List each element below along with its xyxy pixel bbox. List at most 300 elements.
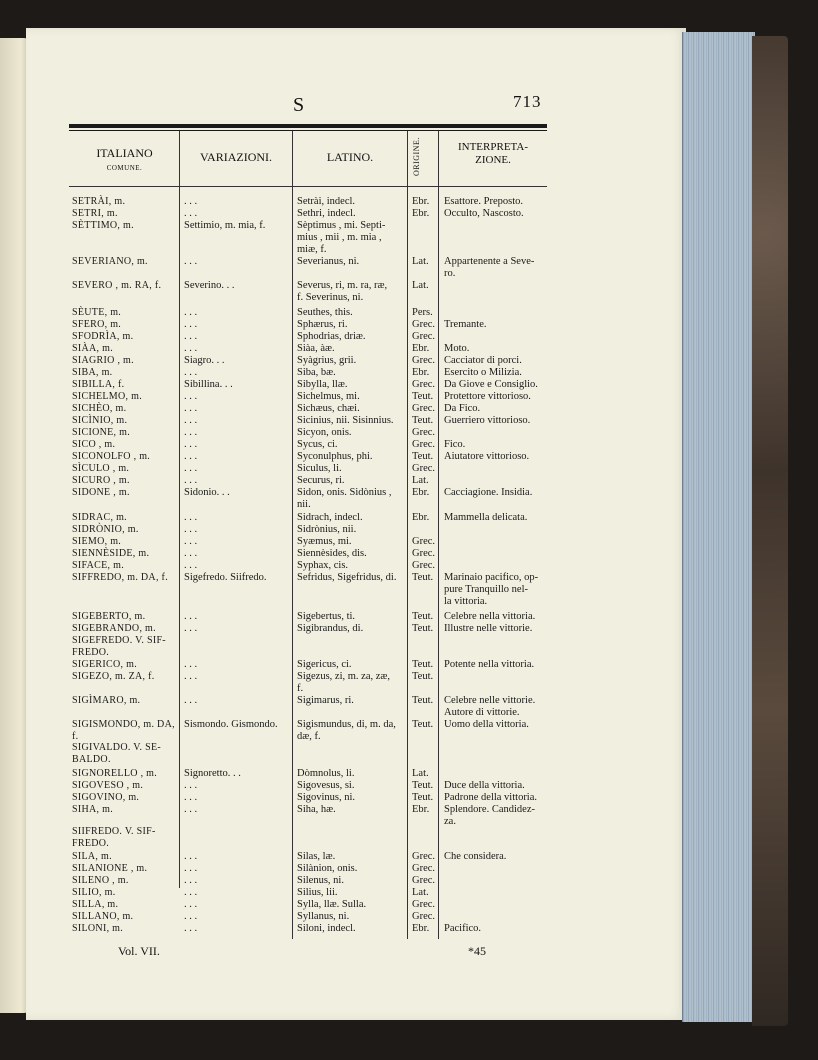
- cell-or: [412, 536, 435, 548]
- cell-va: [184, 899, 197, 911]
- cell-va: [184, 911, 197, 923]
- cell-line: Moto.: [444, 343, 470, 354]
- cell-la: [297, 659, 352, 671]
- cell-or: [412, 611, 433, 623]
- cell-la: [297, 851, 335, 863]
- cell-line: Ebr.: [412, 367, 430, 378]
- cell-line: . . .: [184, 671, 198, 682]
- cell-line: SIGEBERTO, m.: [72, 611, 146, 622]
- cell-it: [72, 923, 123, 935]
- cell-line: SIGEZO, m. ZA, f.: [72, 671, 155, 682]
- cell-line: . . .: [184, 548, 198, 559]
- cell-it: [72, 403, 126, 415]
- cell-line: Cacciagione. Insidia.: [444, 487, 533, 498]
- cell-line: Esattore. Preposto.: [444, 196, 524, 207]
- cell-la: [297, 911, 349, 923]
- cell-line: Ebr.: [412, 196, 430, 207]
- cell-line: pure Tranquillo nel-: [444, 583, 528, 595]
- cell-line: Seuthes, this.: [297, 307, 353, 318]
- cell-line: SIENNÈSIDE, m.: [72, 548, 150, 559]
- cell-line: Sidonio. . .: [184, 487, 230, 498]
- cell-la: [297, 208, 356, 220]
- cell-line: FREDO.: [72, 837, 110, 849]
- cell-in: [444, 196, 523, 208]
- cell-line: Grec.: [412, 911, 436, 922]
- cell-in: [444, 343, 469, 355]
- cell-la: [297, 887, 338, 899]
- cell-it: [72, 899, 118, 911]
- cell-va: [184, 780, 197, 792]
- cell-la: [297, 719, 396, 743]
- cell-va: [184, 379, 233, 391]
- cell-line: . . .: [184, 307, 198, 318]
- cell-or: [412, 719, 433, 731]
- signature-mark: *45: [468, 944, 486, 958]
- cell-line: . . .: [184, 536, 198, 547]
- cell-line: . . .: [184, 659, 198, 670]
- cell-line: Grec.: [412, 851, 436, 862]
- cell-va: [184, 548, 197, 560]
- cell-va: [184, 403, 197, 415]
- column-divider: [438, 131, 439, 939]
- cell-or: [412, 487, 429, 499]
- cell-it: [72, 780, 143, 792]
- cell-line: SIDRÒNIO, m.: [72, 524, 139, 535]
- cell-it: [72, 887, 116, 899]
- cell-or: [412, 851, 435, 863]
- cell-line: Siennèsides, dis.: [297, 548, 367, 559]
- cell-la: [297, 487, 392, 511]
- cell-line: . . .: [184, 196, 198, 207]
- cell-va: [184, 331, 197, 343]
- cell-in: [444, 415, 530, 427]
- cell-line: SIFFREDO, m. DA, f.: [72, 572, 168, 583]
- cell-line: . . .: [184, 319, 198, 330]
- cell-it: [72, 319, 121, 331]
- cell-line: Teut.: [412, 792, 434, 803]
- cell-line: SIÀA, m.: [72, 343, 114, 354]
- cell-or: [412, 379, 435, 391]
- cell-line: Autore di vittorie.: [444, 706, 520, 718]
- cell-line: Lat.: [412, 280, 429, 291]
- cell-line: Lat.: [412, 768, 429, 779]
- cell-it: [72, 911, 133, 923]
- cell-line: SICO , m.: [72, 439, 116, 450]
- cell-line: Teut.: [412, 719, 434, 730]
- cell-line: SIGÌMARO, m.: [72, 695, 141, 706]
- cell-line: Marinaio pacifico, op-: [444, 572, 539, 583]
- cell-in: [444, 611, 535, 623]
- header-rule-thick: [69, 124, 547, 128]
- cell-line: SIFACE, m.: [72, 560, 124, 571]
- cell-or: [412, 280, 429, 292]
- cell-la: [297, 548, 367, 560]
- cell-it: [72, 208, 118, 220]
- header-italiano: [72, 146, 177, 175]
- cell-line: Che considera.: [444, 851, 507, 862]
- cell-line: Siha, hæ.: [297, 804, 336, 815]
- cell-line: Occulto, Nascosto.: [444, 208, 524, 219]
- cell-in: [444, 355, 522, 367]
- cell-line: FREDO.: [72, 646, 110, 658]
- cell-it: [72, 524, 139, 536]
- cell-la: [297, 391, 360, 403]
- cell-line: . . .: [184, 451, 198, 462]
- cell-or: [412, 256, 429, 268]
- cell-or: [412, 307, 433, 319]
- cell-it: [72, 355, 134, 367]
- cell-it: [72, 367, 112, 379]
- cell-va: [184, 611, 197, 623]
- cell-line: Mammella delicata.: [444, 512, 528, 523]
- cell-line: Ebr.: [412, 208, 430, 219]
- cell-line: SIGIVALDO. V. SE-: [72, 742, 162, 753]
- cell-line: Siàa, àæ.: [297, 343, 335, 354]
- cell-line: . . .: [184, 524, 198, 535]
- cell-line: SICÌNIO, m.: [72, 415, 128, 426]
- cell-line: Pers.: [412, 307, 433, 318]
- cell-line: f.: [72, 730, 79, 742]
- cell-va: [184, 719, 278, 731]
- cell-or: [412, 887, 429, 899]
- cell-la: [297, 280, 387, 304]
- cell-line: SILA, m.: [72, 851, 112, 862]
- cell-line: . . .: [184, 463, 198, 474]
- cell-la: [297, 671, 390, 695]
- cell-or: [412, 671, 433, 683]
- cell-line: SIBILLA, f.: [72, 379, 125, 390]
- cell-va: [184, 355, 225, 367]
- cell-la: [297, 343, 335, 355]
- cell-line: Celebre nelle vittorie.: [444, 695, 536, 706]
- cell-line: . . .: [184, 792, 198, 803]
- cell-it: [72, 695, 140, 707]
- cell-line: SÈTTIMO, m.: [72, 220, 134, 231]
- cell-line: SILIO, m.: [72, 887, 116, 898]
- cell-la: [297, 512, 363, 524]
- cell-line: Padrone della vittoria.: [444, 792, 538, 803]
- cell-la: [297, 623, 363, 635]
- cell-line: Lat.: [412, 887, 429, 898]
- cell-line: Grec.: [412, 355, 436, 366]
- cell-line: . . .: [184, 804, 198, 815]
- cell-it: [72, 451, 150, 463]
- cell-line: Sphodrias, driæ.: [297, 331, 366, 342]
- cell-va: [184, 208, 197, 220]
- cell-it: [72, 826, 156, 850]
- cell-or: [412, 427, 435, 439]
- cell-line: Sigericus, ci.: [297, 659, 352, 670]
- cell-la: [297, 572, 396, 584]
- column-divider: [179, 131, 180, 888]
- cell-la: [297, 536, 352, 548]
- cell-line: Sigefredo. Siifredo.: [184, 572, 267, 583]
- cell-line: miæ, f.: [297, 243, 327, 255]
- cell-la: [297, 403, 360, 415]
- cell-line: Sigibrandus, di.: [297, 623, 364, 634]
- cell-or: [412, 899, 435, 911]
- cell-line: Grec.: [412, 331, 436, 342]
- cell-line: Illustre nelle vittorie.: [444, 623, 533, 634]
- cell-la: [297, 475, 345, 487]
- cell-line: . . .: [184, 403, 198, 414]
- cell-line: SEVERIANO, m.: [72, 256, 148, 267]
- cell-or: [412, 403, 435, 415]
- cell-line: Ebr.: [412, 804, 430, 815]
- cell-line: Severus, ri, m. ra, ræ,: [297, 280, 388, 291]
- cell-line: Teut.: [412, 391, 434, 402]
- cell-line: Grec.: [412, 548, 436, 559]
- cell-la: [297, 768, 354, 780]
- cell-or: [412, 804, 429, 816]
- cell-line: SETRÀI, m.: [72, 196, 126, 207]
- cell-or: [412, 911, 435, 923]
- cell-line: Sicyon, onis.: [297, 427, 352, 438]
- cell-line: . . .: [184, 427, 198, 438]
- cell-va: [184, 487, 230, 499]
- cell-line: Teut.: [412, 623, 434, 634]
- cell-la: [297, 792, 355, 804]
- cell-it: [72, 768, 157, 780]
- cell-or: [412, 367, 429, 379]
- cell-line: Da Fico.: [444, 403, 481, 414]
- cell-line: Teut.: [412, 451, 434, 462]
- cell-line: Teut.: [412, 572, 434, 583]
- cell-line: Pacifico.: [444, 923, 482, 934]
- cell-line: Sidrònius, nii.: [297, 524, 357, 535]
- cell-la: [297, 256, 359, 268]
- cell-line: . . .: [184, 343, 198, 354]
- cell-in: [444, 487, 532, 499]
- cell-or: [412, 623, 433, 635]
- cell-line: SICIONE, m.: [72, 427, 131, 438]
- cell-line: Celebre nella vittoria.: [444, 611, 536, 622]
- cell-line: SIDRAC, m.: [72, 512, 127, 523]
- cell-la: [297, 196, 355, 208]
- cell-va: [184, 415, 197, 427]
- header-latino: LATINO.: [326, 150, 374, 164]
- cell-line: Lat.: [412, 475, 429, 486]
- cell-la: [297, 220, 385, 255]
- cell-or: [412, 572, 433, 584]
- cell-va: [184, 792, 197, 804]
- cell-line: Ebr.: [412, 512, 430, 523]
- header-variazioni: VARIAZIONI.: [199, 150, 273, 164]
- cell-line: Esercito o Milizia.: [444, 367, 522, 378]
- cell-line: Silas, læ.: [297, 851, 336, 862]
- cell-va: [184, 475, 197, 487]
- cell-la: [297, 331, 366, 343]
- cell-line: . . .: [184, 780, 198, 791]
- cell-in: [444, 451, 529, 463]
- cell-line: SETRI, m.: [72, 208, 118, 219]
- cell-line: SICHÈO, m.: [72, 403, 127, 414]
- cell-it: [72, 439, 115, 451]
- cell-line: SIGNORELLO , m.: [72, 768, 158, 779]
- cell-line: Sethri, indecl.: [297, 208, 356, 219]
- cell-va: [184, 439, 197, 451]
- cell-it: [72, 307, 121, 319]
- cell-line: . . .: [184, 475, 198, 486]
- cell-line: . . .: [184, 863, 198, 874]
- cell-line: . . .: [184, 851, 198, 862]
- header-interpretazione-line2: ZIONE.: [475, 154, 511, 166]
- cell-line: Sigovesus, si.: [297, 780, 355, 791]
- cell-line: SICURO , m.: [72, 475, 130, 486]
- cell-it: [72, 536, 121, 548]
- cell-line: SEVERO , m. RA, f.: [72, 280, 162, 291]
- cell-line: SIBA, m.: [72, 367, 113, 378]
- cell-la: [297, 611, 355, 623]
- cell-or: [412, 695, 433, 707]
- volume-label: Vol. VII.: [118, 944, 160, 958]
- cell-line: Tremante.: [444, 319, 487, 330]
- cell-va: [184, 319, 197, 331]
- cell-or: [412, 875, 435, 887]
- cell-it: [72, 427, 130, 439]
- cell-line: Sibylla, llæ.: [297, 379, 348, 390]
- cell-line: Siloni, indecl.: [297, 923, 356, 934]
- cell-in: [444, 512, 527, 524]
- cell-la: [297, 319, 347, 331]
- page-number: 713: [513, 92, 542, 111]
- cell-va: [184, 768, 241, 780]
- cell-line: SIAGRIO , m.: [72, 355, 134, 366]
- cell-in: [444, 319, 486, 331]
- cell-line: Syàgrius, grii.: [297, 355, 357, 366]
- cell-line: Ebr.: [412, 343, 430, 354]
- cell-line: SILONI, m.: [72, 923, 124, 934]
- cell-va: [184, 343, 197, 355]
- cell-line: Syæmus, mi.: [297, 536, 352, 547]
- cell-or: [412, 512, 429, 524]
- cell-line: Lat.: [412, 256, 429, 267]
- cell-it: [72, 804, 113, 816]
- cell-line: Grec.: [412, 439, 436, 450]
- cell-line: Signoretto. . .: [184, 768, 241, 779]
- cell-line: . . .: [184, 611, 198, 622]
- cell-it: [72, 256, 148, 268]
- cell-in: [444, 256, 534, 280]
- cell-line: . . .: [184, 331, 198, 342]
- running-head-letter: S: [293, 94, 305, 116]
- cell-line: Silenus, ni.: [297, 875, 344, 886]
- cell-line: SÈUTE, m.: [72, 307, 122, 318]
- cell-line: SÌCULO , m.: [72, 463, 130, 474]
- cell-line: Sphærus, ri.: [297, 319, 348, 330]
- cell-line: Sèptimus , mi. Septi-: [297, 220, 386, 231]
- cell-line: SILLA, m.: [72, 899, 119, 910]
- cell-la: [297, 863, 357, 875]
- cell-line: SFERO, m.: [72, 319, 122, 330]
- cell-in: [444, 379, 538, 391]
- cell-va: [184, 572, 267, 584]
- cell-line: Dòmnolus, li.: [297, 768, 355, 779]
- cell-in: [444, 780, 525, 792]
- cell-line: . . .: [184, 695, 198, 706]
- cell-la: [297, 560, 348, 572]
- cell-or: [412, 331, 435, 343]
- cell-line: Protettore vittorioso.: [444, 391, 531, 402]
- cell-line: Cacciator di porci.: [444, 355, 522, 366]
- cell-line: Da Giove e Consiglio.: [444, 379, 538, 390]
- cell-line: SIGERICO, m.: [72, 659, 137, 670]
- cell-it: [72, 487, 130, 499]
- cell-la: [297, 804, 336, 816]
- cell-line: Securus, ri.: [297, 475, 345, 486]
- cell-la: [297, 379, 347, 391]
- header-interpretazione: [440, 141, 546, 167]
- cell-va: [184, 671, 197, 683]
- cell-line: . . .: [184, 391, 198, 402]
- cell-line: Siculus, li.: [297, 463, 342, 474]
- cell-va: [184, 851, 197, 863]
- cell-la: [297, 367, 336, 379]
- cell-line: BALDO.: [72, 753, 111, 765]
- cell-line: Fico.: [444, 439, 466, 450]
- cell-la: [297, 463, 342, 475]
- cell-la: [297, 875, 344, 887]
- cell-va: [184, 863, 197, 875]
- cell-va: [184, 391, 197, 403]
- cell-line: . . .: [184, 923, 198, 934]
- cell-it: [72, 851, 112, 863]
- cell-line: Syllanus, ni.: [297, 911, 350, 922]
- page-block-edges: [682, 32, 755, 1022]
- cell-it: [72, 863, 147, 875]
- cell-or: [412, 415, 433, 427]
- cell-line: Sigebertus, ti.: [297, 611, 356, 622]
- cell-in: [444, 623, 532, 635]
- cell-line: SICHELMO, m.: [72, 391, 142, 402]
- cell-line: . . .: [184, 623, 198, 634]
- cell-or: [412, 391, 433, 403]
- cell-la: [297, 451, 373, 463]
- cell-line: Grec.: [412, 875, 436, 886]
- cell-line: Sichelmus, mi.: [297, 391, 360, 402]
- cell-line: SIGOVINO, m.: [72, 792, 140, 803]
- cell-or: [412, 355, 435, 367]
- cell-line: Sichæus, chæi.: [297, 403, 360, 414]
- cell-or: [412, 863, 435, 875]
- cell-it: [72, 391, 142, 403]
- cell-in: [444, 804, 535, 828]
- cell-it: [72, 463, 129, 475]
- cell-line: . . .: [184, 875, 198, 886]
- book-cover: [752, 36, 788, 1026]
- header-italiano-label: ITALIANO: [96, 146, 153, 160]
- cell-it: [72, 196, 125, 208]
- cell-line: . . .: [184, 560, 198, 571]
- cell-line: Siagro. . .: [184, 355, 225, 366]
- cell-line: za.: [444, 815, 456, 827]
- cell-line: Teut.: [412, 611, 434, 622]
- cell-line: SIEMO, m.: [72, 536, 122, 547]
- cell-line: Sigimarus, ri.: [297, 695, 354, 706]
- cell-line: Ebr.: [412, 487, 430, 498]
- cell-it: [72, 379, 124, 391]
- cell-line: Severino. . .: [184, 280, 235, 291]
- cell-it: [72, 792, 139, 804]
- cell-line: Grec.: [412, 427, 436, 438]
- cell-in: [444, 659, 534, 671]
- cell-line: Sidon, onis. Sidònius ,: [297, 487, 392, 498]
- cell-line: . . .: [184, 512, 198, 523]
- cell-line: SIIFREDO. V. SIF-: [72, 826, 156, 837]
- cell-or: [412, 548, 435, 560]
- cell-line: f.: [297, 682, 304, 694]
- cell-line: Grec.: [412, 463, 436, 474]
